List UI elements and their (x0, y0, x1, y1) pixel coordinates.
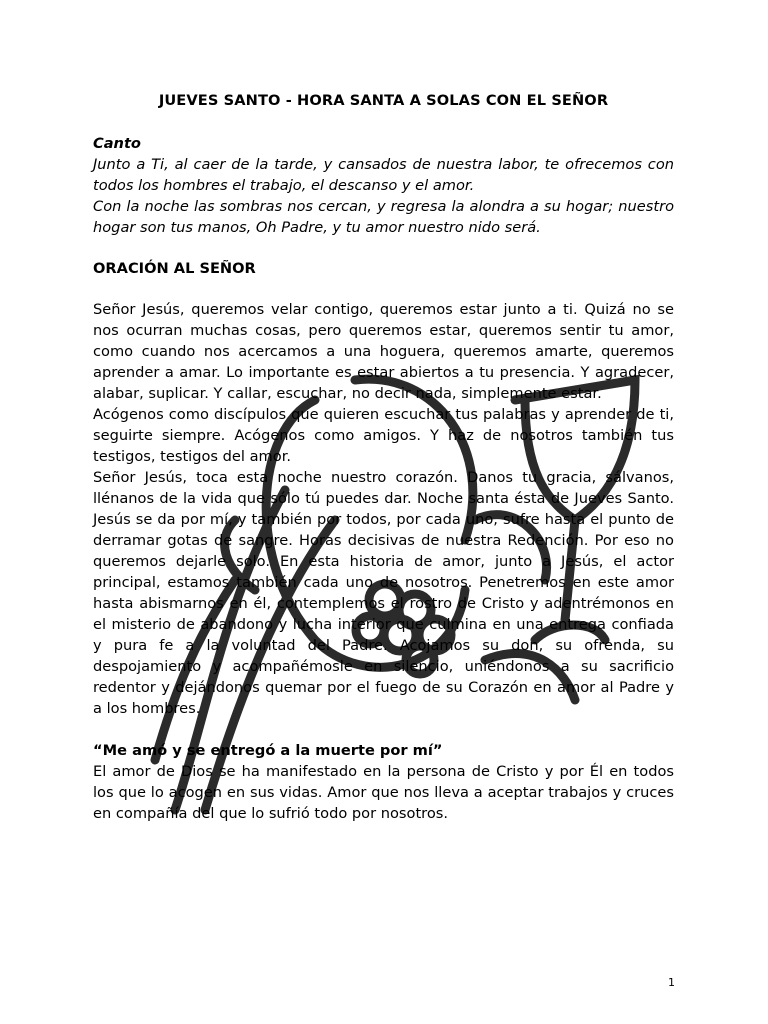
canto-heading: Canto (93, 135, 141, 152)
page-title: JUEVES SANTO - HORA SANTA A SOLAS CON EL SEÑOR (158, 92, 609, 109)
document-content (93, 90, 674, 824)
oracion-section (93, 299, 674, 719)
oracion-paragraph-2: Acógenos como discípulos que quieren escuchar tus palabras y aprender de ti, seguirte siempre. Acógenos como amigos. Y haz de nosotros también tus testigos, testigos del amor. (93, 406, 674, 465)
oracion-heading: ORACIÓN AL SEÑOR (93, 260, 256, 277)
oracion-paragraph-1: Señor Jesús, queremos velar contigo, queremos estar junto a ti. Quizá no se nos ocurran muchas cosas, pero queremos estar, queremos sentir tu amor, como cuando nos acercamos a una hoguera, queremos amarte, queremos aprender a amar. Lo importante es estar abiertos a tu presencia. Y agradecer, alabar, suplicar. Y callar, escuchar, no decir nada, simplemente estar. (93, 301, 674, 402)
me-amo-paragraph: El amor de Dios se ha manifestado en la persona de Cristo y por Él en todos los que lo acogen en sus vidas. Amor que nos lleva a aceptar trabajos y cruces en compañía del que lo sufrió todo por nosotros. (93, 763, 674, 822)
canto-line-1: Junto a Ti, al caer de la tarde, y cansados de nuestra labor, te ofrecemos con todos los hombres el trabajo, el descanso y el amor. (93, 156, 674, 194)
canto-line-2: Con la noche las sombras nos cercan, y regresa la alondra a su hogar; nuestro hogar son tus manos, Oh Padre, y tu amor nuestro nido será. (93, 198, 674, 236)
me-amo-section (93, 761, 674, 824)
me-amo-heading: “Me amó y se entregó a la muerte por mí” (93, 742, 443, 759)
canto-section (93, 133, 674, 238)
page-number: 1 (668, 976, 675, 989)
oracion-paragraph-3: Señor Jesús, toca esta noche nuestro corazón. Danos tu gracia, sálvanos, llénanos de la vida que sólo tú puedes dar. Noche santa ésta de Jueves Santo. Jesús se da por mí, y también por todos, por cada uno, sufre hasta el punto de derramar gotas de sangre. Horas decisivas de nuestra Redención. Por eso no queremos dejarle solo. En esta historia de amor, junto a Jesús, el actor principal, estamos también cada uno de nosotros. Penetremos en este amor hasta abismarnos en él, contemplemos el rostro de Cristo y adentrémonos en el misterio de abandono y lucha interior que culmina en una entrega confiada y pura fe a la voluntad del Padre. Acojamos su don, su ofrenda, su despojamiento y acompañémosle en silencio, uniéndonos a su sacrificio redentor y dejándonos quemar por el fuego de su Corazón en amor al Padre y a los hombres. (93, 469, 674, 717)
